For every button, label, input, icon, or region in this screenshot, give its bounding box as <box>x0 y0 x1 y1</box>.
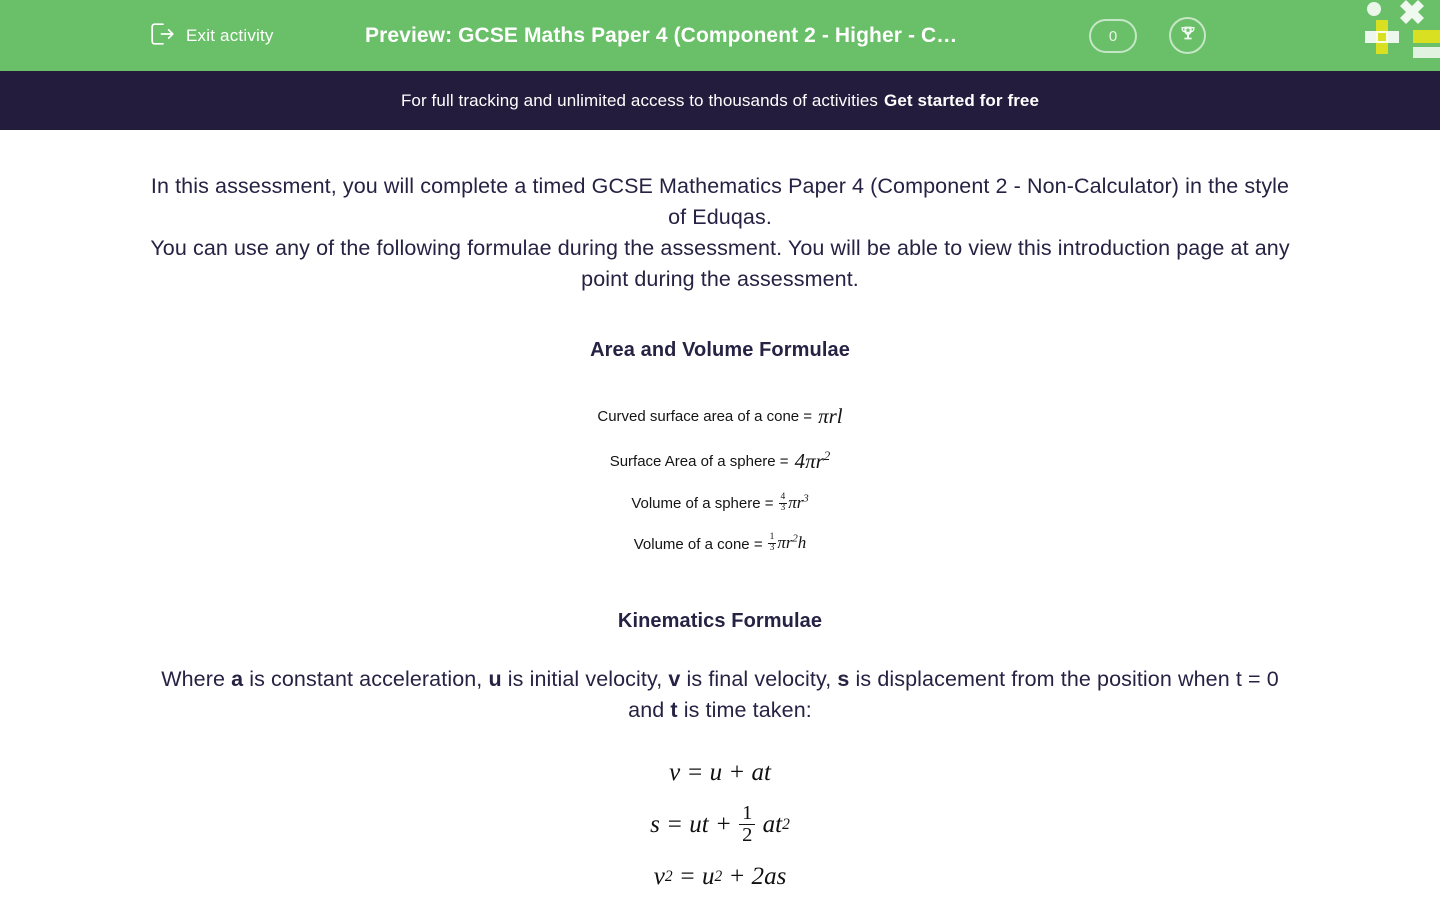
formula-label: Surface Area of a sphere = <box>609 452 789 470</box>
formula-expression: $\frac{1}{3}$ $\pi r^2h$ <box>769 532 807 554</box>
kin-text-3: is initial velocity, <box>501 666 669 691</box>
section-heading-area-volume: Area and Volume Formulae <box>590 339 850 361</box>
main-content <box>0 130 1440 891</box>
points-badge[interactable] <box>1089 19 1137 53</box>
kin-text-6: is time taken: <box>677 697 812 722</box>
section-heading-kinematics: Kinematics Formulae <box>617 609 823 632</box>
formula-expression: $\frac{4}{3}$ $\pi r^3$ <box>780 491 809 513</box>
kin-var-a: a <box>231 666 244 691</box>
trophy-icon <box>1177 23 1199 48</box>
kinematics-description <box>145 664 1295 726</box>
get-started-link[interactable]: Get started for free <box>884 90 1040 110</box>
trophy-button[interactable] <box>1169 17 1206 54</box>
kinematics-equation-list <box>0 759 1440 891</box>
promo-banner <box>0 71 1440 130</box>
kin-var-t: t <box>670 697 678 722</box>
exit-door-arrow-icon <box>149 21 176 50</box>
exit-activity-button[interactable] <box>149 0 274 71</box>
app-header <box>0 0 1440 71</box>
page-title: Preview: GCSE Maths Paper 4 (Component 2 - Higher - C… <box>365 23 958 47</box>
kinematics-equation: v 2 = u 2 + 2 as <box>653 862 787 890</box>
formula-expression: πrl <box>818 404 843 428</box>
kinematics-equation: v = u + at <box>669 758 771 786</box>
kin-var-u: u <box>488 666 502 691</box>
kin-text-1: Where <box>161 666 232 691</box>
formula-row <box>610 448 831 474</box>
formula-row <box>631 493 808 514</box>
area-volume-formula-list <box>0 404 1440 555</box>
intro-line-1: In this assessment, you will complete a timed GCSE Mathematics Paper 4 (Component 2 - Non-Calculator) in the style of Eduqas. <box>150 174 1290 229</box>
formula-row <box>597 404 842 429</box>
formula-label: Volume of a sphere = <box>631 495 774 513</box>
kinematics-equation: s = ut + $\frac{1}{2}$ at 2 <box>650 801 790 847</box>
brand-logo <box>1362 0 1440 58</box>
exit-activity-label: Exit activity <box>186 25 274 45</box>
promo-banner-text: For full tracking and unlimited access to thousands of activities <box>400 90 878 110</box>
kin-text-4: is final velocity, <box>680 666 838 691</box>
formula-row <box>634 533 807 554</box>
kin-text-2: is constant acceleration, <box>243 666 489 691</box>
intro-line-2: You can use any of the following formulae during the assessment. You will be able to view this introduction page at any point during the assessment. <box>150 236 1290 291</box>
formula-expression: $4\pi r^2$ <box>794 448 831 473</box>
kin-var-v: v <box>668 666 681 691</box>
kin-var-s: s <box>837 666 850 691</box>
formula-label: Curved surface area of a cone = <box>597 408 813 425</box>
kin-text-5: is displacement from the position when t = 0 and <box>628 666 1279 722</box>
points-value: 0 <box>1108 27 1118 45</box>
formula-label: Volume of a cone = <box>633 535 763 553</box>
intro-paragraphs <box>150 171 1290 295</box>
